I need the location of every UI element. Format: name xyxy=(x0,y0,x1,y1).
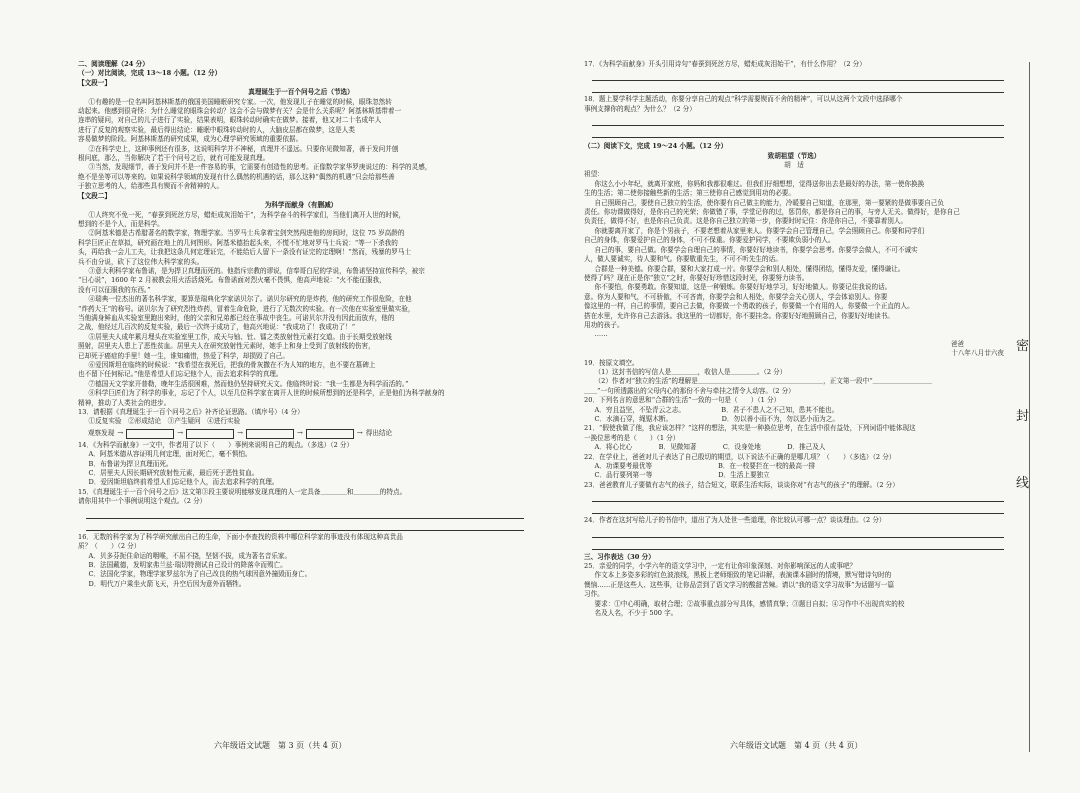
text-line: 懊恼……正是这些人、这些事，让你品尝到了语文学习的酸甜苦辣。请以“我的语文学习故事”为话题写一篇 xyxy=(584,580,895,589)
answer-line[interactable] xyxy=(86,509,524,519)
text-line: 也不留下任何标记。”他是希望人们忘记他个人，而去追求科学的真理。 xyxy=(78,370,283,379)
text-line: 23．爸爸教育儿子要做有志气的孩子，结合短文，联系生活实际，谈谈你对“有志气的孩子”的理解。（2 分） xyxy=(584,480,899,489)
text-line: “日心说”，1600 年 2 月被教会用火活活烧死。布鲁诺面对烈火毫不畏惧，他高声地说：“火不能征服我， xyxy=(78,276,386,285)
seal-line xyxy=(1029,62,1030,752)
text-line: 之战，他经过几百次的反复实验，最后一次终于成功了，他高兴地说：“我成功了！我成功了！” xyxy=(78,323,356,332)
text-line: （2）作者对“独立的生活”的理解是＿＿＿＿＿＿＿＿＿＿＿＿＿＿＿＿＿＿＿，正文第一段中“＿＿＿＿＿＿＿＿＿ xyxy=(594,377,932,386)
text-line: D．明代万户乘坐火箭飞天，升空后因为意外而牺牲。 xyxy=(88,579,246,588)
answer-line[interactable] xyxy=(592,128,1004,138)
text-line: 像这里的一样，自己的事情，要自己去做，你要做一个勇敢的孩子，你要做一个有用的人，你要做一个正直的人。 xyxy=(584,302,914,311)
text-line: 科学巨匠正在草拟，研究画在地上的几何图形。阿基米德抬起头来，不慌不忙地对罗马士兵说：“等一下杀我的 xyxy=(78,238,398,247)
text-line: 20．下列名言的意思和“合群的生活”一致的一句是（ ）（1 分） xyxy=(584,396,781,405)
text-line: “炸药大王”的称号。诺贝尔为了研究烈性炸药，冒着生命危险，进行了无数次的实验。有一次他在实验室里做实验， xyxy=(78,304,415,313)
left-lines-3 xyxy=(78,533,524,589)
arrow-icon: → xyxy=(297,429,303,438)
arrow-icon: → xyxy=(177,429,184,438)
text-line: 生的生活；第二使你接触些新的生活；第三使你自己感觉到用功的必要。 xyxy=(584,189,795,198)
text-line: ＿＿”一句所透露出的父母内心的那份不舍与牵挂之情令人动容。（2 分） xyxy=(584,386,795,395)
text-line: （1）这封书信的写信人是＿＿＿＿，收信人是＿＿＿＿。（2 分） xyxy=(594,367,787,376)
question-18-cont: 事例支撑你的观点？为什么？（2 分） xyxy=(584,104,696,113)
arrow-icon: → xyxy=(356,429,363,438)
text-line: 进行了反复的观察实验，最后得出结论：睡眠中眼珠转动时的人，大脑皮层都在做梦，这是人类 xyxy=(78,125,355,134)
text-line: 为科学而献身（有删减） xyxy=(264,201,338,210)
text-line: A．将心比心 B．见微知著 C．设身处地 D．推己及人 xyxy=(594,443,826,452)
text-line: 搭在水里，允许你自己去游泳。我这里的一切都好，你不要挂念。你要好好地照顾自己，你要好好地读书。 xyxy=(584,311,894,320)
text-line: ①人终究不免一死，“春蚕到死丝方尽，蜡炬成灰泪始干”，为科学奋斗的科学家们，当他们离开人世的时候， xyxy=(88,210,406,219)
text-line: A．阿基米德从容证明几何定理，面对死亡，毫不惧怕。 xyxy=(88,450,252,459)
flow-start: 观察发现 xyxy=(88,429,115,438)
answer-line[interactable] xyxy=(592,116,1004,126)
text-line: 请你用其中一个事例说明这个观点。（2 分） xyxy=(78,497,207,506)
text-line: 作文本上多姿多彩的红色波浪线，黑板上老师细致的笔记讲解，表演课本剧时的情境，默写错诗句时的 xyxy=(594,571,892,580)
text-line: A．贝多芬扼住命运的咽喉，不屈不挠，坚韧不拔，成为著名音乐家。 xyxy=(88,551,292,560)
text-line: 照射，居里夫人患上了恶性贫血。居里夫人在研究放射性元素时，她手上和身上受到了放射线的伤害， xyxy=(78,342,375,351)
section-3-heading: 三、习作表达（30 分） xyxy=(584,552,655,561)
text-line: 一换位思考的是（ ）（1 分） xyxy=(584,433,680,442)
text-line: 没有可以征服我的东西。” xyxy=(78,285,151,294)
letter-salutation: 祖望： xyxy=(584,170,604,179)
passage-author: 胡 适 xyxy=(784,161,804,170)
answer-line[interactable] xyxy=(592,492,1004,502)
text-line: ③当然，发现细节，善于发问并不是一件容易的事，它需要有创造性的思考。正像数学家华罗庚说过的：科学的灵感， xyxy=(88,163,432,172)
section-2-heading: （二）阅读下文，完成 19～24 小题。（12 分） xyxy=(584,142,728,151)
text-line: ⑦德国天文学家开普勒，晚年生活很困难，然而他仍坚持研究天文。他临终时说：“我一生都是为科学而活的。” xyxy=(88,379,409,388)
text-line: 名及人名，不少于 500 字。 xyxy=(594,609,678,618)
seal-char-feng: 封 xyxy=(1016,405,1029,424)
text-line: 动起来。他感到很奇怪：为什么睡觉的眼珠会转动？这会不会与做梦有关？会是什么关系呢？阿基林斯基带着一 xyxy=(78,107,402,116)
text-line: …… xyxy=(594,330,608,339)
left-page xyxy=(78,60,524,589)
text-line: ⑥爱因斯坦在临终的时候说：“我希望在我死后，把我的骨灰撒在不为人知的地方，也不要在墓碑上 xyxy=(88,361,376,369)
text-line: （一）对比阅读，完成 13～18 小题。（12 分） xyxy=(78,69,222,78)
text-line: 14．《为科学而献身》一文中，作者用了以下（ ）事例来说明自己的观点。（多选）（2 分） xyxy=(78,440,354,449)
questions-19-23 xyxy=(584,359,1004,491)
text-line: ②在科学史上，这种事例还有很多，这说明科学并不神秘，真理并不遥远。只要你见微知著，善于发问并刨 xyxy=(88,144,399,153)
text-line: 二、阅读理解（24 分） xyxy=(78,60,149,68)
text-line: 你这么小小年纪，就离开家庭，你妈和我都很难过。但我们仔细想想，觉得送你出去是最好的办法，第一使你换换 xyxy=(594,179,925,188)
text-line: 用功的孩子。 xyxy=(584,320,624,329)
left-page-footer: 六年级语文试题 第 3 页（共 4 页） xyxy=(214,741,347,750)
text-line: 13．请根据《真理诞生于一百个问号之后》补齐论证思路。（填序号）（4 分） xyxy=(78,408,304,417)
answer-line[interactable] xyxy=(592,504,1004,514)
text-line: 自己照顾自己，要使自己独立的生活，使你要有自己做主的能力，冷暖要自己知道，在那里，第一要紧的是做事要自己负 xyxy=(594,198,945,207)
letter-body xyxy=(584,180,1004,340)
text-line: 25．亲爱的同学，小学六年的语文学习中，一定有让你印象深刻、对你影响深远的人或事吧？ xyxy=(584,562,857,571)
text-line: 负责任，做得不好，也是你自己负责。这是你自己独立的第一步，你要时时记住：你是你自己，不要靠着别人。 xyxy=(584,217,908,226)
text-line: 容易做梦的阶段。阿基林斯基的研究成果，成为心理学研究领域的重要依据。 xyxy=(78,135,303,144)
question-24: 24．作者在这封写给儿子的书信中，道出了为人处世一些道理，你比较认可哪一点？谈谈理由。（2 分） xyxy=(584,516,886,525)
text-line: 头，再给我一会儿工夫，让我把这条几何定理证完，不能给后人留下一条没有证完的定理啊！”然而，残暴的罗马士 xyxy=(78,248,412,257)
answer-line[interactable] xyxy=(592,71,1004,81)
text-line: ③意大利科学家布鲁诺，是为捍卫真理而死的。他指斥宗教的谬说，信奉哥白尼的学说，布鲁诺坚持宣传科学，被宗 xyxy=(88,266,425,275)
arrow-icon: → xyxy=(117,429,124,438)
flow-box[interactable] xyxy=(306,429,354,439)
text-line: 21．“假使我做了他，我应该怎样？”这样的想法，其实是一种换位思考，在生活中很有益处，下列词语中能体现这 xyxy=(584,424,916,433)
text-line: ①反复实验 ②形成结论 ③产生疑问 ④进行实验 xyxy=(88,417,241,426)
text-line: ⑧科学巨匠们为了科学的事业，忘记了个人，以至几位科学家在离开人世的时候所想到的还是科学，正是他们为科学献身的 xyxy=(88,389,445,398)
text-line: 精神，推动了人类社会的进步。 xyxy=(78,398,171,407)
letter-signature: 爸爸 xyxy=(950,339,964,348)
text-line: 合群是一种美德。你要合群，要和大家打成一片。你要学会和别人相处，懂得团结，懂得友爱，懂得谦让。 xyxy=(594,264,905,273)
text-line: 连串的疑问，对自己的儿子进行了实验，结果表明，眼珠转动时确实在做梦。接着，他又对二十名成年人 xyxy=(78,116,382,125)
left-lines xyxy=(78,60,524,427)
text-line: D．爱因斯坦临终前希望人们忘记他个人，而去追求科学的真理。 xyxy=(88,478,279,487)
text-line: 【文段二】 xyxy=(78,191,111,200)
text-line: 19．按原文填空。 xyxy=(584,358,639,367)
answer-line[interactable] xyxy=(592,528,1004,538)
text-line: 质？（ ）（2 分） xyxy=(78,542,141,551)
text-line: 你就要离开家了，你是个男孩子，不要老想着从家里来人。你要学会自己管理自己，学会照顾自己。你要和同学们 xyxy=(594,226,925,235)
text-line: ②阿基米德是古希腊著名的数学家，物理学家。当罗马士兵拿着宝剑突然闯进他的房间时，这位 75 岁高龄的 xyxy=(88,229,405,238)
text-line: 【文段一】 xyxy=(78,78,111,87)
seal-char-xian: 线 xyxy=(1016,472,1029,491)
flow-end: 得出结论 xyxy=(365,429,393,438)
question-25 xyxy=(584,562,1004,618)
text-line: C．法国化学家，物理学家罗兹尔为了自己改良的热气球因意外撞毁而身亡。 xyxy=(88,570,312,579)
text-line: ⑤居里夫人成年累月埋头在实验室里工作，成天与铀、钍、镭之类放射性元素打交道。由于长期受放射线 xyxy=(88,332,392,341)
answer-line[interactable] xyxy=(86,521,524,531)
flow-box[interactable] xyxy=(246,429,294,439)
text-line: ①有趣的是一位名叫阿基林斯基的俄国美国睡眠研究专家。一次，他发现儿子在睡觉的时候，眼珠忽然转 xyxy=(88,97,392,106)
text-line: 习作。 xyxy=(584,590,604,599)
left-lines-2 xyxy=(78,441,524,507)
right-page-footer: 六年级语文试题 第 4 页（共 4 页） xyxy=(730,741,863,750)
passage-title: 致胡祖望（节选） xyxy=(767,151,821,160)
text-line: 已却死于癌症的手里！她一生，谁知痛惜，热爱了科学，却损毁了自己。 xyxy=(78,351,289,360)
text-line: 意。你为人要和气，不可骄傲，不可吝啬，你要学会和人相处，你要学会关心别人，学会体谅别人。你要 xyxy=(584,292,888,301)
text-line: 15．《真理诞生于一百个问号之后》这文第③段主要说明能够发现真理的人一定具备＿＿＿＿和＿＿＿＿的特点。 xyxy=(78,487,407,496)
answer-line[interactable] xyxy=(592,540,1004,550)
flow-box[interactable] xyxy=(126,429,174,439)
arrow-icon: → xyxy=(237,429,243,438)
letter-date: 十八年八月廿六夜 xyxy=(951,349,1004,358)
text-line: A．功课要考最优等 B．在一校要拦在一校的最高一排 xyxy=(594,462,816,471)
text-line: 自己的事，要自己做。你要学会自理自己的事情，你要好好地读书，你要学会思考。你要学会做人，不可不诚实 xyxy=(594,245,918,254)
text-line: 人，做人要诚实，待人要和气。你要敬重先生，不可不听先生的话。 xyxy=(584,255,782,264)
text-line: A．穷且益坚，不坠青云之志。 B．君子不患人之不己知，患其不能也。 xyxy=(594,405,839,414)
text-line: 根问底，那么，当你解决了若干个问号之后，就有可能发现真理。 xyxy=(78,154,270,163)
flow-diagram xyxy=(88,429,524,439)
question-18: 18．题上要学科学主题活动，你要分享自己的观点“科学需要锲而不舍的精神”，可以从这两个文段中选择哪个 xyxy=(584,95,903,104)
right-page xyxy=(584,60,1004,619)
text-line: 真理诞生于一百个问号之后（节选） xyxy=(248,88,354,97)
text-line: 兵不由分说，砍下了这位伟大科学家的头。 xyxy=(78,257,204,266)
text-line: 你不要怕，你要勇敢。你要知道，这是一种锻炼。你要好好地学习，好好地做人。你要记住我说的话。 xyxy=(594,283,892,292)
answer-line[interactable] xyxy=(592,83,1004,93)
text-line: ④瑞典一位杰出的著名科学家，要算是瑞典化学家诺贝尔了。诺贝尔研究的是炸药，他的研究工作很危险，在他 xyxy=(88,295,412,304)
text-line: 责任。你功课做得好，是你自己的光荣；你做错了事，学堂记你的过，惩罚你，都是你自己的事，与旁人无关。做得好，是你自己 xyxy=(584,208,960,217)
text-line: 自己的身体，你要爱护自己的身体，不可不保重。你要爱护同学，不要欺负弱小的人。 xyxy=(584,236,835,245)
text-line: C．水滴石穿，绳锯木断。 D．勿以善小而不为，勿以恶小而为之。 xyxy=(594,415,839,423)
text-line: 要求：①中心明确，取材合理；②故事重点部分写具体，感情真挚；③题目自拟；④习作中不出现真实的校 xyxy=(594,599,905,608)
text-line: C．品行要列第一等 D．生活上要独立 xyxy=(594,471,770,480)
text-line: 22．在学业上，爸爸对儿子表达了自己殷切的期望，以下说法不正确的是哪几项？（ ）（多选）（2 分） xyxy=(584,452,896,461)
seal-char-mi: 密 xyxy=(1016,335,1029,354)
text-line: 当他满身鲜血从实验室里跑出来时，他的父亲和兄弟都已经在事故中丧生。可诺贝尔并没有因此而放弃，他的 xyxy=(78,313,395,322)
text-line: B．布鲁诺为捍卫真理而死。 xyxy=(88,459,173,468)
text-line: 绝不是坐等可以等来的。如果说科学领域的发现有什么偶然的机遇的话，那么这种“偶然的机遇”只会给那些善 xyxy=(78,172,395,181)
text-line: 想到的不是个人，而是科学。 xyxy=(78,219,164,228)
text-line: 于独立思考的人，给那些具有锲而不舍精神的人。 xyxy=(78,182,224,191)
text-line: B．法国戴德，发明家弗兰兹·瑞切特测试自己设计的降落伞而殒亡。 xyxy=(88,560,287,569)
text-line: C．居里夫人因长期研究放射性元素，最后死于恶性贫血。 xyxy=(88,469,259,478)
text-line: 16．无数的科学家为了科学研究献出自己的生命，下面小李查找的资料中哪位科学家的事迹没有体现这种高贵品 xyxy=(78,532,403,541)
question-17: 17．《为科学而献身》开头引用诗句“春蚕到死丝方尽，蜡炬成灰泪始干”，有什么作用？（2 分） xyxy=(584,60,866,68)
text-line: 使得了吗？现在正是你“独立”之时，你要好好珍惜这段时光，你要努力读书。 xyxy=(584,273,809,282)
flow-box[interactable] xyxy=(186,429,234,439)
